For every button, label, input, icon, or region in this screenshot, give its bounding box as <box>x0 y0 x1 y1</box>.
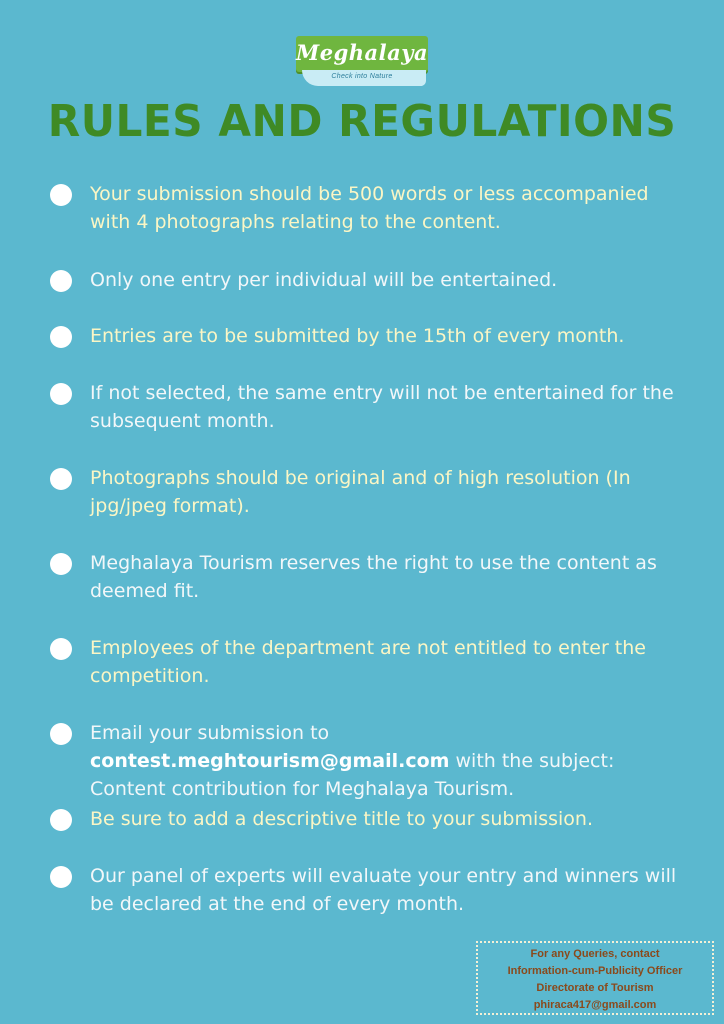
contact-box <box>476 941 714 1015</box>
rule-text: Meghalaya Tourism reserves the right to use the content as deemed fit. <box>90 552 657 602</box>
bullet-icon <box>50 326 72 348</box>
bullet-icon <box>50 809 72 831</box>
rule-text: Be sure to add a descriptive title to your submission. <box>90 808 594 830</box>
rule-text: If not selected, the same entry will not be entertained for the subsequent month. <box>90 382 674 432</box>
contact-line-queries: For any Queries, contact <box>530 948 660 960</box>
rule-text: Only one entry per individual will be entertained. <box>90 269 558 291</box>
bullet-icon <box>50 468 72 490</box>
bullet-icon <box>50 553 72 575</box>
bullet-icon <box>50 866 72 888</box>
bullet-icon <box>50 383 72 405</box>
bullet-icon <box>50 270 72 292</box>
rule-text-after: with the subject: Content contribution for Meghalaya Tourism. <box>90 750 615 800</box>
rule-text: Our panel of experts will evaluate your entry and winners will be declared at the end of every month. <box>90 865 677 915</box>
bullet-icon <box>50 723 72 745</box>
bullet-icon <box>50 184 72 206</box>
page-title: RULES AND REGULATIONS <box>47 96 677 147</box>
bullet-icon <box>50 638 72 660</box>
contact-email-link[interactable]: phiraca417@gmail.com <box>533 999 657 1011</box>
logo-tagline: Check into Nature <box>331 73 393 80</box>
contact-line-directorate: Directorate of Tourism <box>536 982 654 994</box>
logo-wordmark: Meghalaya <box>296 40 429 65</box>
rule-text: Employees of the department are not entitled to enter the competition. <box>90 637 646 687</box>
rule-text <box>90 719 690 803</box>
rule-text-before: Email your submission to <box>90 722 330 744</box>
contest-email-link[interactable]: contest.meghtourism@gmail.com <box>90 750 450 772</box>
contact-line-officer: Information-cum-Publicity Officer <box>507 965 683 977</box>
rule-text: Your submission should be 500 words or less accompanied with 4 photographs relating to the content. <box>90 183 649 233</box>
rule-text: Photographs should be original and of high resolution (In jpg/jpeg format). <box>90 467 631 517</box>
rule-text: Entries are to be submitted by the 15th of every month. <box>90 325 625 347</box>
